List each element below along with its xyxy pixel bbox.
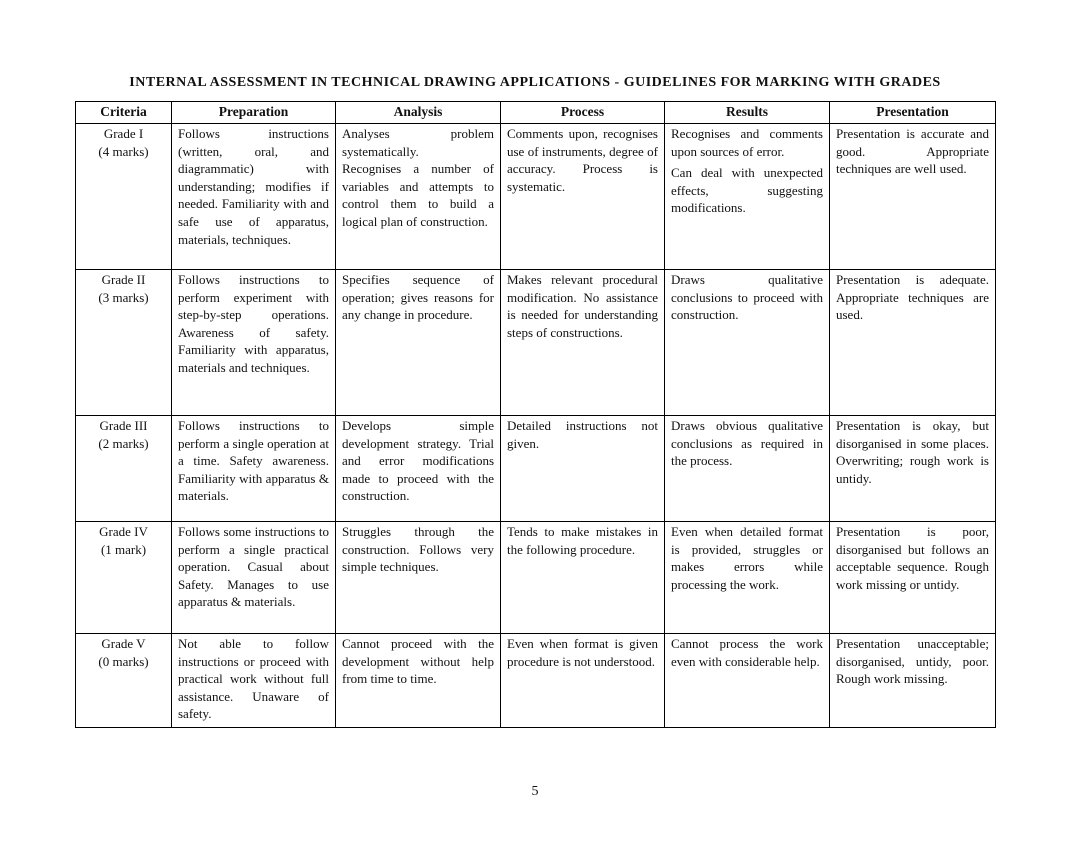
grade-label: Grade III: [99, 418, 148, 433]
presentation-cell: Presentation is adequate. Appropriate techniques are used.: [830, 270, 996, 416]
analysis-cell: [336, 416, 501, 522]
preparation-cell: Follows some instructions to perform a single practical operation. Casual about Safety. Manages to use apparatus & materials.: [172, 522, 336, 634]
process-cell: Even when format is given procedure is not understood.: [501, 634, 665, 728]
grade-marks: (2 marks): [98, 435, 149, 451]
preparation-cell: Follows instructions to perform a single operation at a time. Safety awareness. Familiarity with apparatus & materials.: [172, 416, 336, 522]
results-cell: [665, 522, 830, 634]
header-results: Results: [665, 102, 830, 124]
results-text: Draws qualitative conclusions to proceed with construction.: [671, 272, 823, 323]
presentation-cell: Presentation is accurate and good. Appropriate techniques are well used.: [830, 124, 996, 270]
table-row: [76, 634, 996, 728]
presentation-cell: Presentation is poor, disorganised but follows an acceptable sequence. Rough work missing or untidy.: [830, 522, 996, 634]
results-text: Can deal with unexpected effects, suggesting modifications.: [671, 165, 823, 216]
page-number: 5: [531, 784, 539, 799]
criteria-cell: [76, 634, 172, 728]
process-cell: Detailed instructions not given.: [501, 416, 665, 522]
criteria-cell: [76, 124, 172, 270]
header-presentation: Presentation: [830, 102, 996, 124]
grade-marks: (4 marks): [98, 143, 149, 159]
table-row: [76, 522, 996, 634]
process-cell: Comments upon, recognises use of instruments, degree of accuracy. Process is systematic.: [501, 124, 665, 270]
results-cell: [665, 124, 830, 270]
preparation-cell: Follows instructions (written, oral, and diagrammatic) with understanding; modifies if needed. Familiarity with and safe use of apparatus, materials, techniques.: [172, 124, 336, 270]
table-row: [76, 270, 996, 416]
results-cell: [665, 270, 830, 416]
results-text: Even when detailed format is provided, struggles or makes errors while processing the work.: [671, 524, 823, 592]
preparation-cell: Not able to follow instructions or proceed with practical work without full assistance. Unaware of safety.: [172, 634, 336, 728]
header-preparation: Preparation: [172, 102, 336, 124]
table-row: [76, 416, 996, 522]
analysis-cell: [336, 270, 501, 416]
criteria-cell: [76, 270, 172, 416]
results-cell: [665, 634, 830, 728]
process-cell: Makes relevant procedural modification. No assistance is needed for understanding steps of constructions.: [501, 270, 665, 416]
analysis-text: Struggles through the construction. Follows very simple techniques.: [342, 524, 494, 575]
grade-marks: (0 marks): [98, 653, 149, 669]
analysis-text: Recognises a number of variables and attempts to control them to build a logical plan of construction.: [342, 161, 494, 229]
grade-marks: (3 marks): [98, 289, 149, 305]
criteria-cell: [76, 522, 172, 634]
grade-label: Grade I: [103, 126, 144, 141]
page-title: INTERNAL ASSESSMENT IN TECHNICAL DRAWING APPLICATIONS - GUIDELINES FOR MARKING WITH GRADES: [129, 75, 941, 90]
analysis-text: Analyses problem systematically.: [342, 126, 494, 159]
header-process: Process: [501, 102, 665, 124]
analysis-text: Specifies sequence of operation; gives reasons for any change in procedure.: [342, 272, 494, 323]
table-row: [76, 124, 996, 270]
grade-label: Grade V: [101, 636, 146, 651]
analysis-text: Cannot proceed with the development without help from time to time.: [342, 636, 494, 687]
grading-table: [75, 101, 996, 728]
analysis-cell: [336, 634, 501, 728]
results-text: Draws obvious qualitative conclusions as required in the process.: [671, 418, 823, 469]
header-analysis: Analysis: [336, 102, 501, 124]
analysis-text: Develops simple development strategy. Trial and error modifications made to proceed with the construction.: [342, 418, 494, 504]
results-text: Recognises and comments upon sources of error.: [671, 126, 823, 159]
presentation-cell: Presentation unacceptable; disorganised, untidy, poor. Rough work missing.: [830, 634, 996, 728]
grade-marks: (1 mark): [100, 541, 147, 557]
results-cell: [665, 416, 830, 522]
header-criteria: Criteria: [76, 102, 172, 124]
header-row: [76, 102, 996, 124]
grade-label: Grade IV: [99, 524, 148, 539]
presentation-cell: Presentation is okay, but disorganised in some places. Overwriting; rough work is untidy.: [830, 416, 996, 522]
criteria-cell: [76, 416, 172, 522]
analysis-cell: [336, 522, 501, 634]
analysis-cell: [336, 124, 501, 270]
process-cell: Tends to make mistakes in the following procedure.: [501, 522, 665, 634]
grade-label: Grade II: [101, 272, 146, 287]
results-text: Cannot process the work even with considerable help.: [671, 636, 823, 669]
preparation-cell: Follows instructions to perform experiment with step-by-step operations. Awareness of safety. Familiarity with apparatus, materials and techniques.: [172, 270, 336, 416]
